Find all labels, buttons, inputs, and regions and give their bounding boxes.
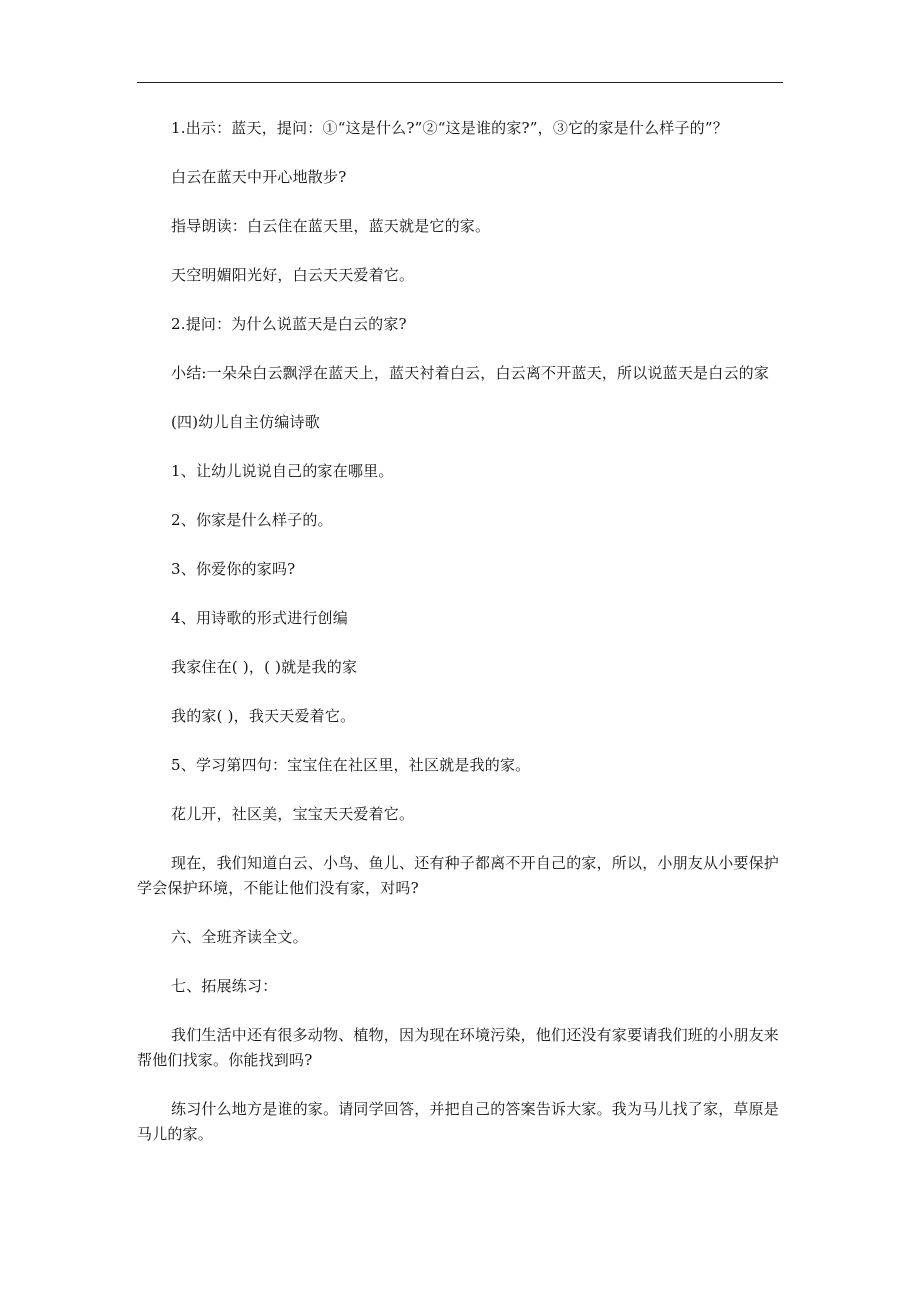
paragraph: 我家住在( )，( )就是我的家 [171, 658, 358, 676]
paragraph: 花儿开，社区美，宝宝天天爱着它。 [171, 805, 415, 823]
paragraph: 练习什么地方是谁的家。请同学回答，并把自己的答案告诉大家。我为马儿找了家，草原是马儿的家。 [137, 1100, 780, 1143]
paragraph: 小结:一朵朵白云飘浮在蓝天上，蓝天衬着白云，白云离不开蓝天，所以说蓝天是白云的家 [171, 364, 770, 382]
paragraph: 天空明媚阳光好，白云天天爱着它。 [171, 266, 415, 284]
paragraph: 2.提问：为什么说蓝天是白云的家? [171, 315, 407, 333]
paragraph: 3、你爱你的家吗? [171, 560, 296, 578]
paragraph: 1.出示：蓝天，提问：①“这是什么?”②“这是谁的家?”，③它的家是什么样子的”？ [171, 119, 728, 137]
section-heading: (四)幼儿自主仿编诗歌 [171, 413, 320, 431]
section-heading: 六、全班齐读全文。 [171, 928, 308, 946]
section-heading: 七、拓展练习： [171, 977, 278, 995]
paragraph: 2、你家是什么样子的。 [171, 511, 333, 529]
paragraph: 指导朗读：白云住在蓝天里，蓝天就是它的家。 [171, 217, 491, 235]
paragraph: 我们生活中还有很多动物、植物，因为现在环境污染，他们还没有家要请我们班的小朋友来帮他们找家。你能找到吗? [137, 1026, 780, 1069]
header-rule [137, 82, 783, 83]
paragraph: 4、用诗歌的形式进行创编 [171, 609, 348, 627]
paragraph: 1、让幼儿说说自己的家在哪里。 [171, 462, 394, 480]
paragraph: 5、学习第四句：宝宝住在社区里，社区就是我的家。 [171, 756, 531, 774]
paragraph: 我的家( )，我天天爱着它。 [171, 707, 356, 725]
paragraph: 白云在蓝天中开心地散步? [171, 168, 347, 186]
document-body [137, 116, 783, 1171]
paragraph: 现在，我们知道白云、小鸟、鱼儿、还有种子都离不开自己的家，所以，小朋友从小要保护学会保护环境，不能让他们没有家，对吗? [137, 854, 780, 897]
